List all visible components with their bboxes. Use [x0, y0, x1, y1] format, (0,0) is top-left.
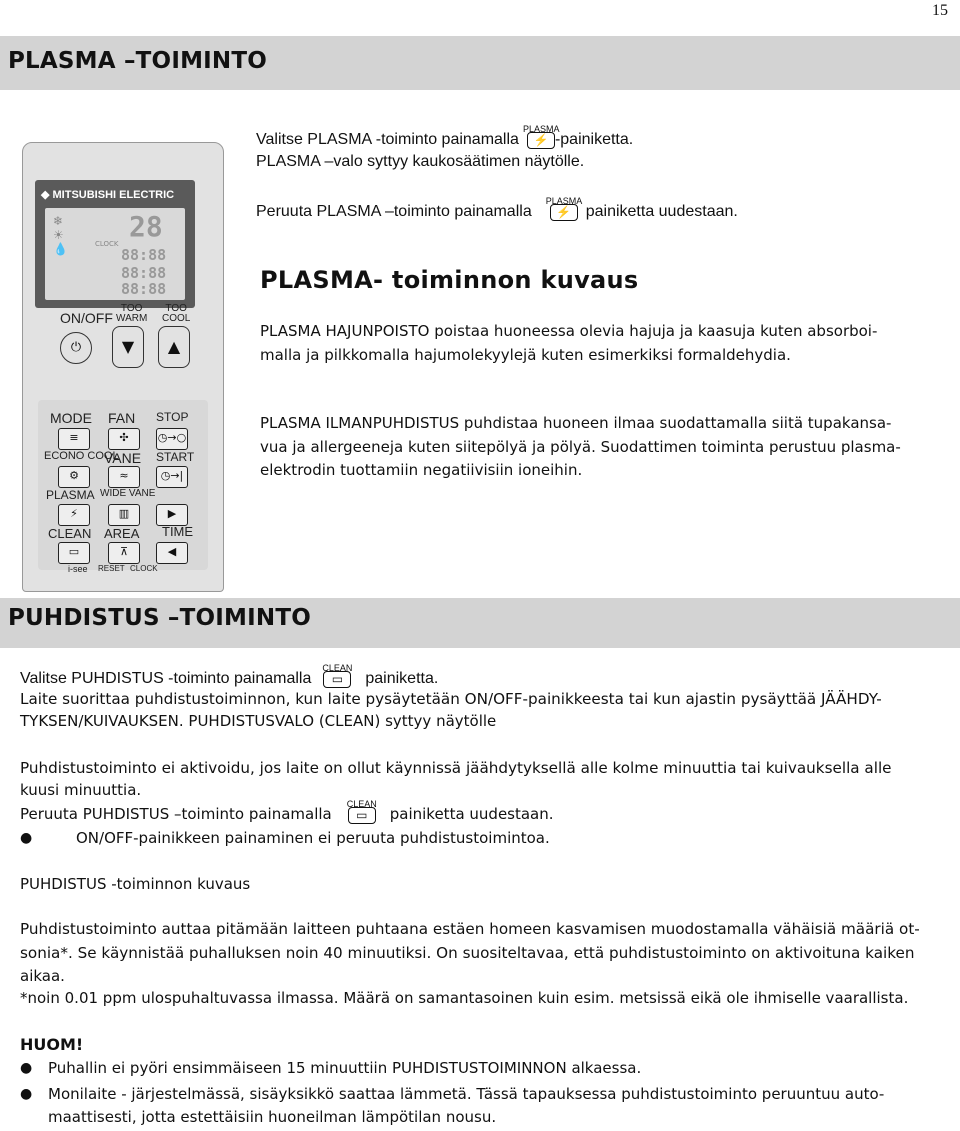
clean-line4: Puhdistustoiminto ei aktivoidu, jos laite on ollut käynnissä jäähdytyksellä alle kolme minuuttia tai kuivauksella alle	[20, 759, 892, 777]
too-cool-button[interactable]: ▲	[158, 326, 190, 368]
clean-instruction-line1: Valitse PUHDISTUS -toiminto painamalla CLEAN ▭ painiketta.	[20, 662, 439, 687]
clean-line5: kuusi minuuttia.	[20, 781, 142, 799]
note-item-1: Puhallin ei pyöri ensimmäiseen 15 minuuttiin PUHDISTUSTOIMINNON alkaessa.	[48, 1059, 642, 1077]
clean-cancel-line: Peruuta PUHDISTUS –toiminto painamalla CLEAN ▭ painiketta uudestaan.	[20, 798, 554, 823]
wide-vane-button[interactable]: ▥	[108, 504, 140, 526]
plasma-description-heading: PLASMA- toiminnon kuvaus	[260, 266, 639, 294]
onoff-label: ON/OFF	[60, 310, 113, 326]
vane-button[interactable]: ≈	[108, 466, 140, 488]
lcd-clock-label: CLOCK	[95, 240, 119, 248]
clean-button[interactable]: ▭	[58, 542, 90, 564]
bullet-icon: ●	[20, 830, 33, 846]
plasma-button[interactable]: ⚡	[58, 504, 90, 526]
reset-label: RESET	[98, 564, 125, 573]
plasma-instruction-line2: PLASMA –valo syttyy kaukosäätimen näytölle.	[256, 153, 585, 170]
plasma-cancel-line: Peruuta PLASMA –toiminto painamalla PLASMA ⚡ painiketta uudestaan.	[256, 195, 738, 220]
start-timer-button[interactable]: ◷→|	[156, 466, 188, 488]
clean-footnote: *noin 0.01 ppm ulospuhaltuvassa ilmassa. Määrä on samantasoinen kuin esim. metsissä eikä ole ihmiselle vaarallista.	[20, 989, 909, 1007]
mode-label: MODE	[50, 410, 92, 426]
note-item-2-line1: Monilaite - järjestelmässä, sisäyksikkö saattaa lämmetä. Tässä tapauksessa puhdistustoiminto peruuntuu auto-	[48, 1085, 885, 1103]
bullet-icon: ●	[20, 1086, 33, 1102]
start-label: START	[156, 450, 195, 464]
too-warm-label: TOO WARM	[116, 303, 148, 324]
lcd-digits: 88:88	[121, 246, 167, 264]
time-up-button[interactable]: ▶	[156, 504, 188, 526]
clean-button-icon: CLEAN ▭	[322, 662, 353, 686]
time-label: TIME	[162, 524, 194, 539]
plasma-button-icon: PLASMA ⚡	[545, 195, 583, 219]
plasma-para1-line1: PLASMA HAJUNPOISTO poistaa huoneessa olevia hajuja ja kaasuja kuten absorboi-	[260, 322, 878, 340]
fan-button[interactable]: ✣	[108, 428, 140, 450]
plasma-instruction-line1: Valitse PLASMA -toiminto painamalla PLASMA ⚡ -painiketta.	[256, 123, 634, 148]
remote-brand: ◆ MITSUBISHI ELECTRIC	[41, 189, 175, 201]
too-warm-button[interactable]: ▼	[112, 326, 144, 368]
clock-label: CLOCK	[130, 564, 158, 573]
lcd-digits: 88:88	[121, 280, 167, 298]
mode-button[interactable]: ≡	[58, 428, 90, 450]
econo-cool-label: ECONO COOL	[44, 450, 119, 462]
clean-subheading: PUHDISTUS -toiminnon kuvaus	[20, 875, 251, 893]
lcd-digits: 88:88	[121, 264, 167, 282]
wide-vane-label: WIDE VANE	[100, 488, 156, 499]
note-title: HUOM!	[20, 1035, 84, 1054]
note-item-2-line2: maattisesti, jotta estettäisiin huoneilman lämpötilan nousu.	[48, 1108, 497, 1126]
bullet-icon: ●	[20, 1060, 33, 1076]
fan-label: FAN	[108, 410, 136, 426]
clean-bullet1: ON/OFF-painikkeen painaminen ei peruuta puhdistustoimintoa.	[76, 829, 550, 847]
stop-label: STOP	[156, 410, 189, 424]
econo-cool-button[interactable]: ⚙	[58, 466, 90, 488]
section-header-puhdistus	[0, 598, 960, 648]
clean-label: CLEAN	[48, 526, 92, 541]
mitsubishi-logo-icon: ◆	[41, 189, 53, 201]
section-header-plasma	[0, 36, 960, 90]
too-cool-label: TOO COOL	[162, 303, 191, 324]
onoff-button[interactable]: ⏻	[60, 332, 92, 364]
plasma-label: PLASMA	[46, 488, 95, 502]
plasma-button-icon: PLASMA ⚡	[522, 123, 560, 147]
clean-line2: Laite suorittaa puhdistustoiminnon, kun laite pysäytetään ON/OFF-painikkeesta tai kun ajastin pysäyttää JÄÄHDY-	[20, 690, 882, 708]
isee-label: i-see	[68, 564, 88, 574]
area-label: AREA	[104, 526, 140, 541]
vane-label: VANE	[104, 450, 142, 466]
clean-para-line1: Puhdistustoiminto auttaa pitämään laitteen puhtaana estäen homeen kasvamisen muodostamalla vähäisiä määriä ot-	[20, 920, 920, 938]
remote-display	[35, 180, 195, 308]
clean-line3: TYKSEN/KUIVAUKSEN. PUHDISTUSVALO (CLEAN) syttyy näytölle	[20, 712, 497, 730]
area-button[interactable]: ⊼	[108, 542, 140, 564]
plasma-para2-line1: PLASMA ILMANPUHDISTUS puhdistaa huoneen ilmaa suodattamalla siitä tupakansa-	[260, 414, 892, 432]
remote-lcd	[45, 208, 185, 300]
mode-icons: ❄ ☀ 💧	[53, 214, 68, 256]
plasma-para1-line2: malla ja pilkkomalla hajumolekyylejä kuten esimerkiksi formaldehydia.	[260, 346, 791, 364]
plasma-para2-line3: elektrodin tuottamiin negatiivisiin ioneihin.	[260, 461, 583, 479]
section-title: PUHDISTUS –TOIMINTO	[8, 605, 311, 631]
section-title: PLASMA –TOIMINTO	[8, 48, 268, 74]
page-number: 15	[932, 2, 948, 19]
clean-button-icon: CLEAN ▭	[346, 798, 377, 822]
lcd-temperature: 28	[129, 210, 163, 243]
plasma-para2-line2: vua ja allergeeneja kuten siitepölyä ja pölyä. Suodattimen toiminta perustuu plasma-	[260, 438, 901, 456]
clean-para-line3: aikaa.	[20, 967, 65, 985]
clean-para-line2: sonia*. Se käynnistää puhalluksen noin 40 minuutiksi. On suositeltavaa, että puhdistustoiminto on aktivoituna kaiken	[20, 944, 915, 962]
stop-timer-button[interactable]: ◷→○	[156, 428, 188, 450]
time-down-button[interactable]: ◀	[156, 542, 188, 564]
